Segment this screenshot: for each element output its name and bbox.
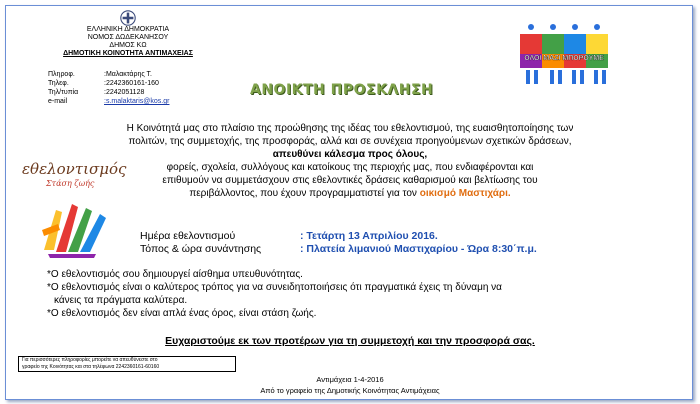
hands-logo-image <box>34 190 114 260</box>
email-link[interactable]: :s.malaktaris@kos.gr <box>104 98 170 105</box>
quotes-block <box>47 268 652 320</box>
contact-label: Πληροφ. <box>48 71 75 78</box>
contact-value: :2242360161-160 <box>104 80 159 87</box>
contact-value: :2242051128 <box>104 89 145 96</box>
intro-paragraph <box>50 122 650 200</box>
contact-row <box>48 70 169 79</box>
intro-line <box>50 187 650 200</box>
contact-label: e-mail <box>48 98 68 105</box>
community-name: ΔΗΜΟΤΙΚΗ ΚΟΙΝΟΤΗΤΑ ΑΝΤΙΜΑΧΕΙΑΣ <box>63 50 193 57</box>
info-note-box <box>18 356 236 372</box>
puzzle-caption: ΟΛΟΙ ΜΑΖΙ ΜΠΟΡΟΥΜΕ <box>524 55 604 62</box>
intro-line: Η Κοινότητά μας στο πλαίσιο της προώθησης της ιδέας του εθελοντισμού, της ευαισθητοποίησης των <box>126 123 574 134</box>
detail-value: : Τετάρτη 13 Απριλίου 2016. <box>300 230 438 242</box>
intro-line: πολιτών, της συμμετοχής, της προσφοράς, αλλά και σε συνέχεια προηγούμενων σχετικών δράσεων, <box>128 136 572 147</box>
header-line-1: ΕΛΛΗΝΙΚΗ ΔΗΜΟΚΡΑΤΙΑ <box>86 26 170 33</box>
thanks-line: Ευχαριστούμε εκ των προτέρων για τη συμμετοχή και την προσφορά σας. <box>165 335 535 347</box>
intro-line-text: περιβάλλοντος, που έχουν προγραμματιστεί για τον <box>189 188 420 199</box>
volunteer-logo-text: εθελοντισμός <box>22 160 127 178</box>
contact-row <box>48 88 169 97</box>
quote-line: *Ο εθελοντισμός είναι ο καλύτερος τρόπος για να συνειδητοποιήσεις ότι πραγματικά έχεις τη δύναμη να <box>47 282 502 293</box>
header-line-2: ΝΟΜΟΣ ΔΩΔΕΚΑΝΗΣΟΥ <box>87 34 169 41</box>
footer-from: Από το γραφείο της Δημοτικής Κοινότητας Αντιμάχειας <box>260 386 440 395</box>
intro-line: φορείς, σχολεία, συλλόγους και κατοίκους της περιοχής μας, που ενδιαφέρονται και <box>166 162 534 173</box>
quote-line: *Ο εθελοντισμός σου δημιουργεί αίσθημα υπευθυνότητας. <box>47 269 303 280</box>
header-line-3: ΔΗΜΟΣ ΚΩ <box>109 42 147 49</box>
detail-row <box>140 230 537 243</box>
contact-row <box>48 97 169 106</box>
detail-key: Τόπος & ώρα συνάντησης <box>140 243 262 255</box>
page-title: ΑΝΟΙΚΤΗ ΠΡΟΣΚΛΗΣΗ <box>250 82 434 98</box>
event-details <box>140 230 537 256</box>
volunteer-logo-slogan: Στάση ζωής <box>46 179 95 188</box>
note-line: γραφείο της Κοινότητας και στα τηλέφωνα 2242360161-60160 <box>22 364 160 370</box>
contact-row <box>48 79 169 88</box>
header-block <box>48 12 208 58</box>
contact-label: Τηλ/τυπία <box>48 89 79 96</box>
contacts-block <box>48 70 169 106</box>
detail-key: Ημέρα εθελοντισμού <box>140 230 236 242</box>
quote-line: κάνεις τα πράγματα καλύτερα. <box>54 295 188 306</box>
contact-label: Τηλεφ. <box>48 80 69 87</box>
footer-date: Αντιμάχεια 1-4-2016 <box>316 375 384 384</box>
quote-line: *Ο εθελοντισμός δεν είναι απλά ένας όρος, είναι στάση ζωής. <box>47 308 317 319</box>
note-line: Για περισσότερες πληροφορίες μπορείτε να απευθύνεστε στο <box>22 357 158 363</box>
place-name: οικισμό Μαστιχάρι. <box>419 188 511 199</box>
detail-value: : Πλατεία λιμανιού Μαστιχαρίου - Ώρα 8:30΄π.μ. <box>300 243 537 255</box>
intro-line: επιθυμούν να συμμετάσχουν στις εθελοντικές δράσεις καθαρισμού και βελτίωσης του <box>162 175 538 186</box>
detail-row <box>140 243 537 256</box>
contact-value: :Μαλακτάρης Τ. <box>104 71 152 78</box>
puzzle-people-image <box>512 12 622 104</box>
intro-call-line: απευθύνει κάλεσμα προς όλους, <box>272 149 428 160</box>
footer <box>0 374 700 396</box>
